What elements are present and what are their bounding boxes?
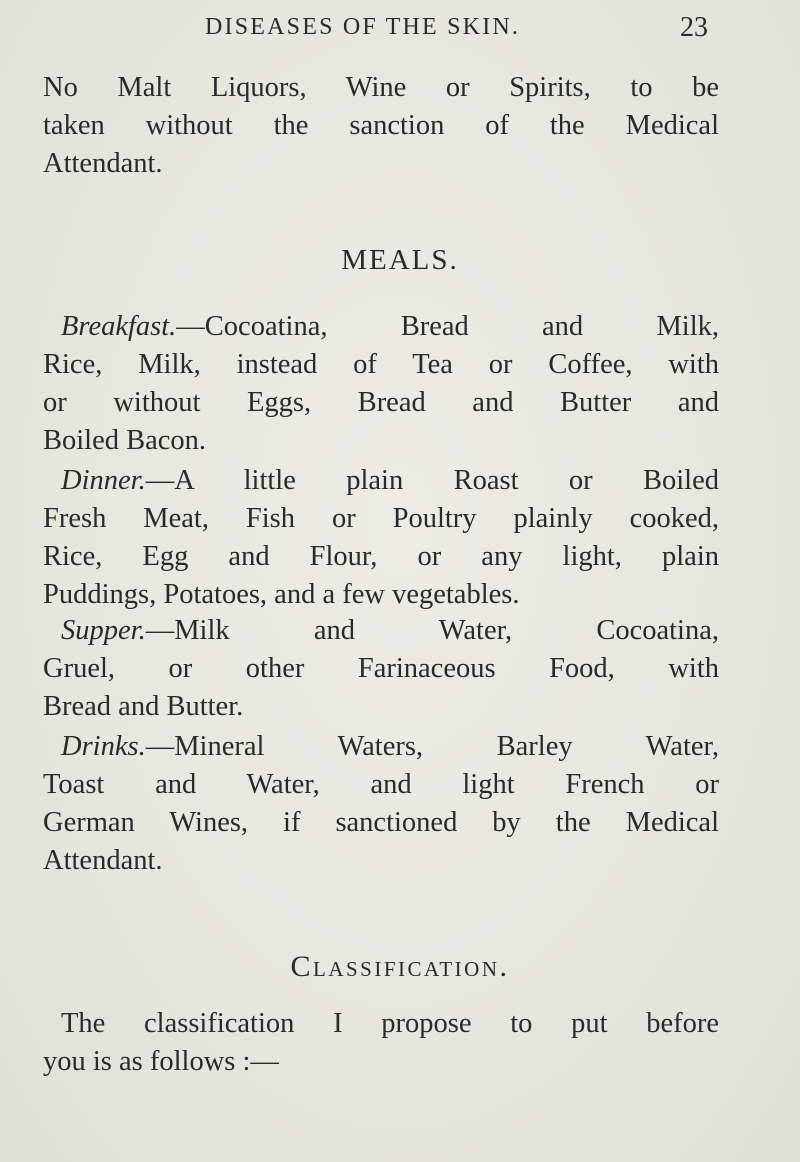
closing-line: you is as follows :— <box>43 1046 279 1077</box>
breakfast-first-text: —Cocoatina, Bread and Milk, <box>176 311 719 342</box>
dinner-first-text: —A little plain Roast or Boiled <box>145 465 719 496</box>
drinks-line: Toast and Water, and light French or <box>43 769 719 800</box>
breakfast-paragraph <box>43 308 719 460</box>
intro-paragraph <box>43 69 719 183</box>
drinks-first-text: —Mineral Waters, Barley Water, <box>145 731 719 762</box>
dinner-first-line <box>43 462 719 500</box>
breakfast-line: Rice, Milk, instead of Tea or Coffee, with <box>43 349 719 380</box>
dinner-paragraph <box>43 462 719 614</box>
breakfast-line: Boiled Bacon. <box>43 425 207 456</box>
breakfast-first-line <box>43 308 719 346</box>
supper-paragraph <box>43 612 719 726</box>
running-title: DISEASES OF THE SKIN. <box>205 14 521 40</box>
supper-line: Bread and Butter. <box>43 691 244 722</box>
supper-line: Gruel, or other Farinaceous Food, with <box>43 653 719 684</box>
drinks-label: Drinks. <box>61 731 146 762</box>
page-number: 23 <box>680 12 708 43</box>
closing-first-line <box>43 1005 719 1043</box>
supper-label: Supper. <box>61 615 146 646</box>
drinks-first-line <box>43 728 719 766</box>
meals-heading: MEALS. <box>341 244 459 276</box>
drinks-paragraph <box>43 728 719 880</box>
intro-line: taken without the sanction of the Medical <box>43 110 719 141</box>
closing-line-text: The classification I propose to put before <box>61 1008 719 1039</box>
supper-first-line <box>43 612 719 650</box>
dinner-label: Dinner. <box>61 465 146 496</box>
dinner-line: Rice, Egg and Flour, or any light, plain <box>43 541 719 572</box>
drinks-line: German Wines, if sanctioned by the Medical <box>43 807 719 838</box>
intro-line: No Malt Liquors, Wine or Spirits, to be <box>43 72 719 103</box>
supper-first-text: —Milk and Water, Cocoatina, <box>145 615 719 646</box>
closing-paragraph <box>43 1005 719 1081</box>
running-head <box>0 10 800 50</box>
intro-line: Attendant. <box>43 148 163 179</box>
classification-heading: Classification. <box>290 950 510 983</box>
dinner-line: Puddings, Potatoes, and a few vegetables. <box>43 579 520 610</box>
breakfast-line: or without Eggs, Bread and Butter and <box>43 387 719 418</box>
dinner-line: Fresh Meat, Fish or Poultry plainly cooked, <box>43 503 719 534</box>
drinks-line: Attendant. <box>43 845 163 876</box>
breakfast-label: Breakfast. <box>61 311 177 342</box>
